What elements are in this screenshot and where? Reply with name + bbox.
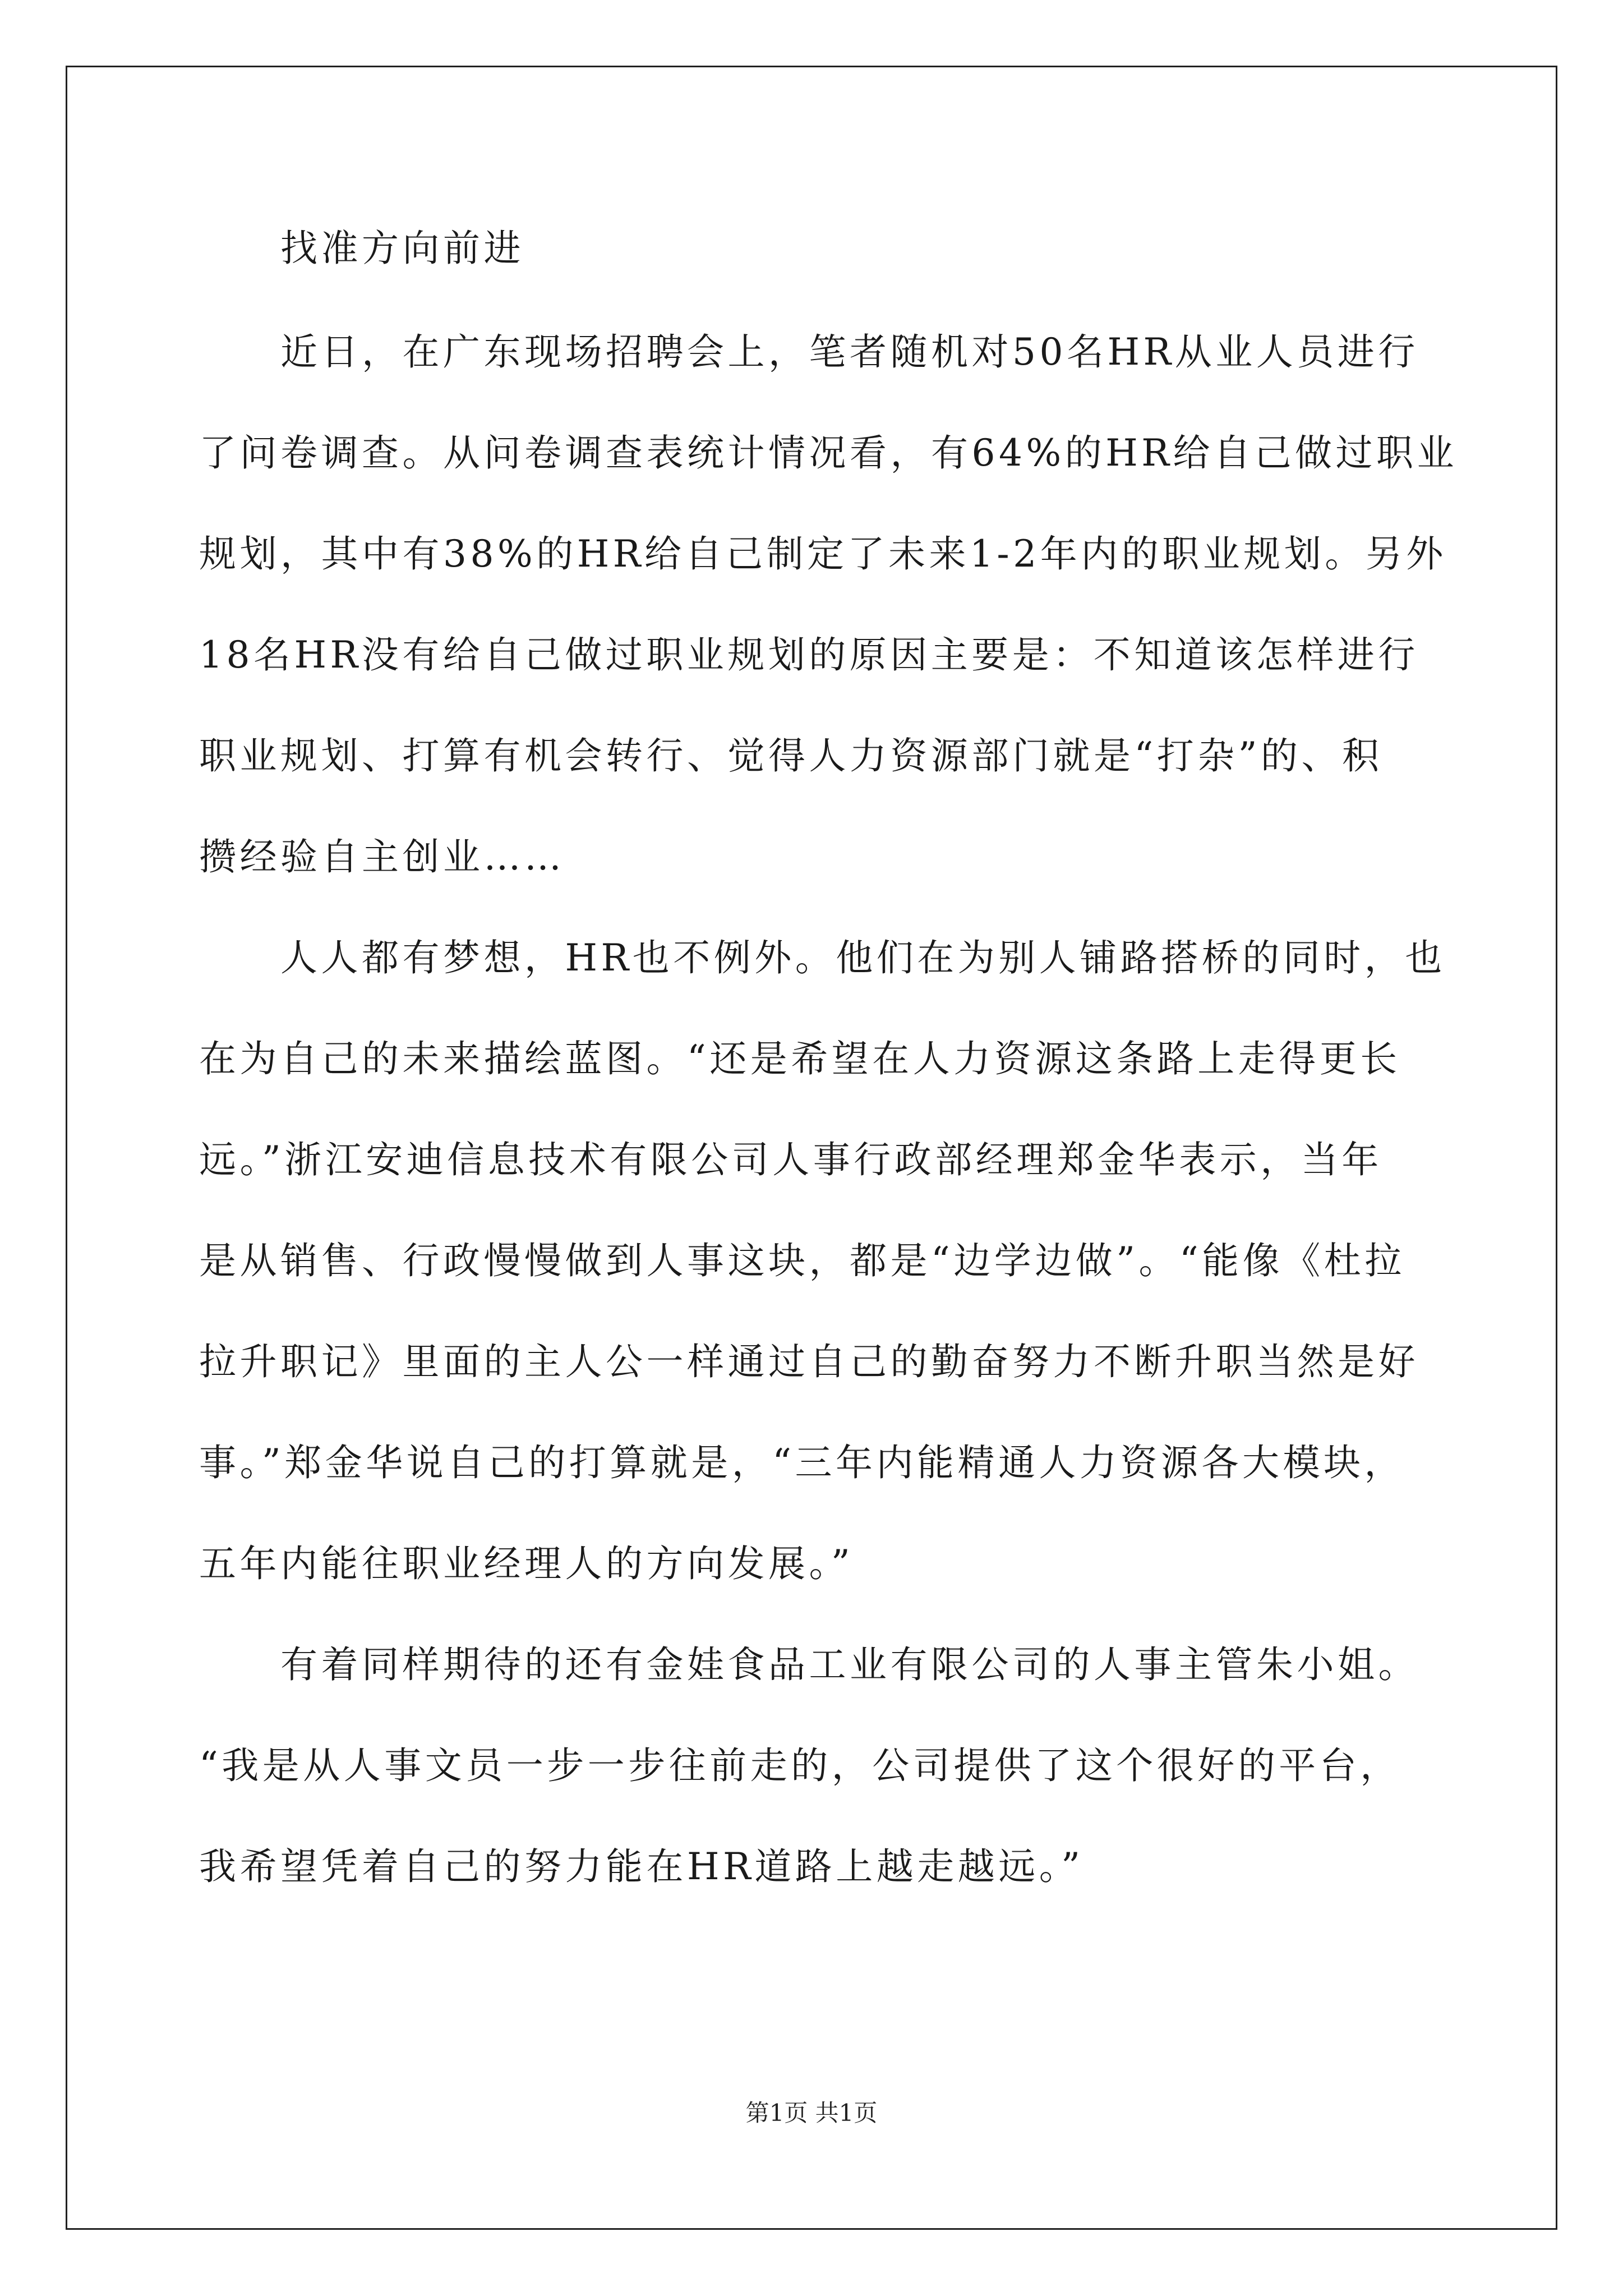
paragraph-3-line-2: “我是从人事文员一步一步往前走的，公司提供了这个很好的平台， (199, 1744, 1401, 1787)
paragraph-3-line-3: 我希望凭着自己的努力能在HR道路上越走越远。” (199, 1845, 1084, 1888)
paragraph-3-line-1: 有着同样期待的还有金娃食品工业有限公司的人事主管朱小姐。 (280, 1643, 1419, 1686)
paragraph-2-line-5: 拉升职记》里面的主人公一样通过自己的勤奋努力不断升职当然是好 (199, 1340, 1419, 1383)
page-number-footer: 第1页 共1页 (745, 2099, 878, 2127)
paragraph-2-line-7: 五年内能往职业经理人的方向发展。” (199, 1542, 854, 1585)
paragraph-1-line-3: 规划，其中有38%的HR给自己制定了未来1-2年内的职业规划。另外 (199, 532, 1447, 576)
paragraph-1-line-1: 近日，在广东现场招聘会上，笔者随机对50名HR从业人员进行 (280, 330, 1419, 374)
document-title: 找准方向前进 (280, 227, 524, 270)
paragraph-1-line-6: 攒经验自主创业…… (199, 835, 565, 878)
paragraph-2-line-1: 人人都有梦想，HR也不例外。他们在为别人铺路搭桥的同时，也 (280, 936, 1446, 979)
paragraph-2-line-3: 远。”浙江安迪信息技术有限公司人事行政部经理郑金华表示，当年 (199, 1138, 1382, 1181)
paragraph-1-line-4: 18名HR没有给自己做过职业规划的原因主要是：不知道该怎样进行 (199, 633, 1419, 677)
paragraph-2-line-4: 是从销售、行政慢慢做到人事这块，都是“边学边做”。“能像《杜拉 (199, 1239, 1405, 1282)
paragraph-2-line-2: 在为自己的未来描绘蓝图。“还是希望在人力资源这条路上走得更长 (199, 1037, 1401, 1080)
paragraph-2-line-6: 事。”郑金华说自己的打算就是，“三年内能精通人力资源各大模块， (199, 1441, 1405, 1484)
paragraph-1-line-2: 了问卷调查。从问卷调查表统计情况看，有64%的HR给自己做过职业 (199, 431, 1458, 475)
paragraph-1-line-5: 职业规划、打算有机会转行、觉得人力资源部门就是“打杂”的、积 (199, 734, 1383, 777)
